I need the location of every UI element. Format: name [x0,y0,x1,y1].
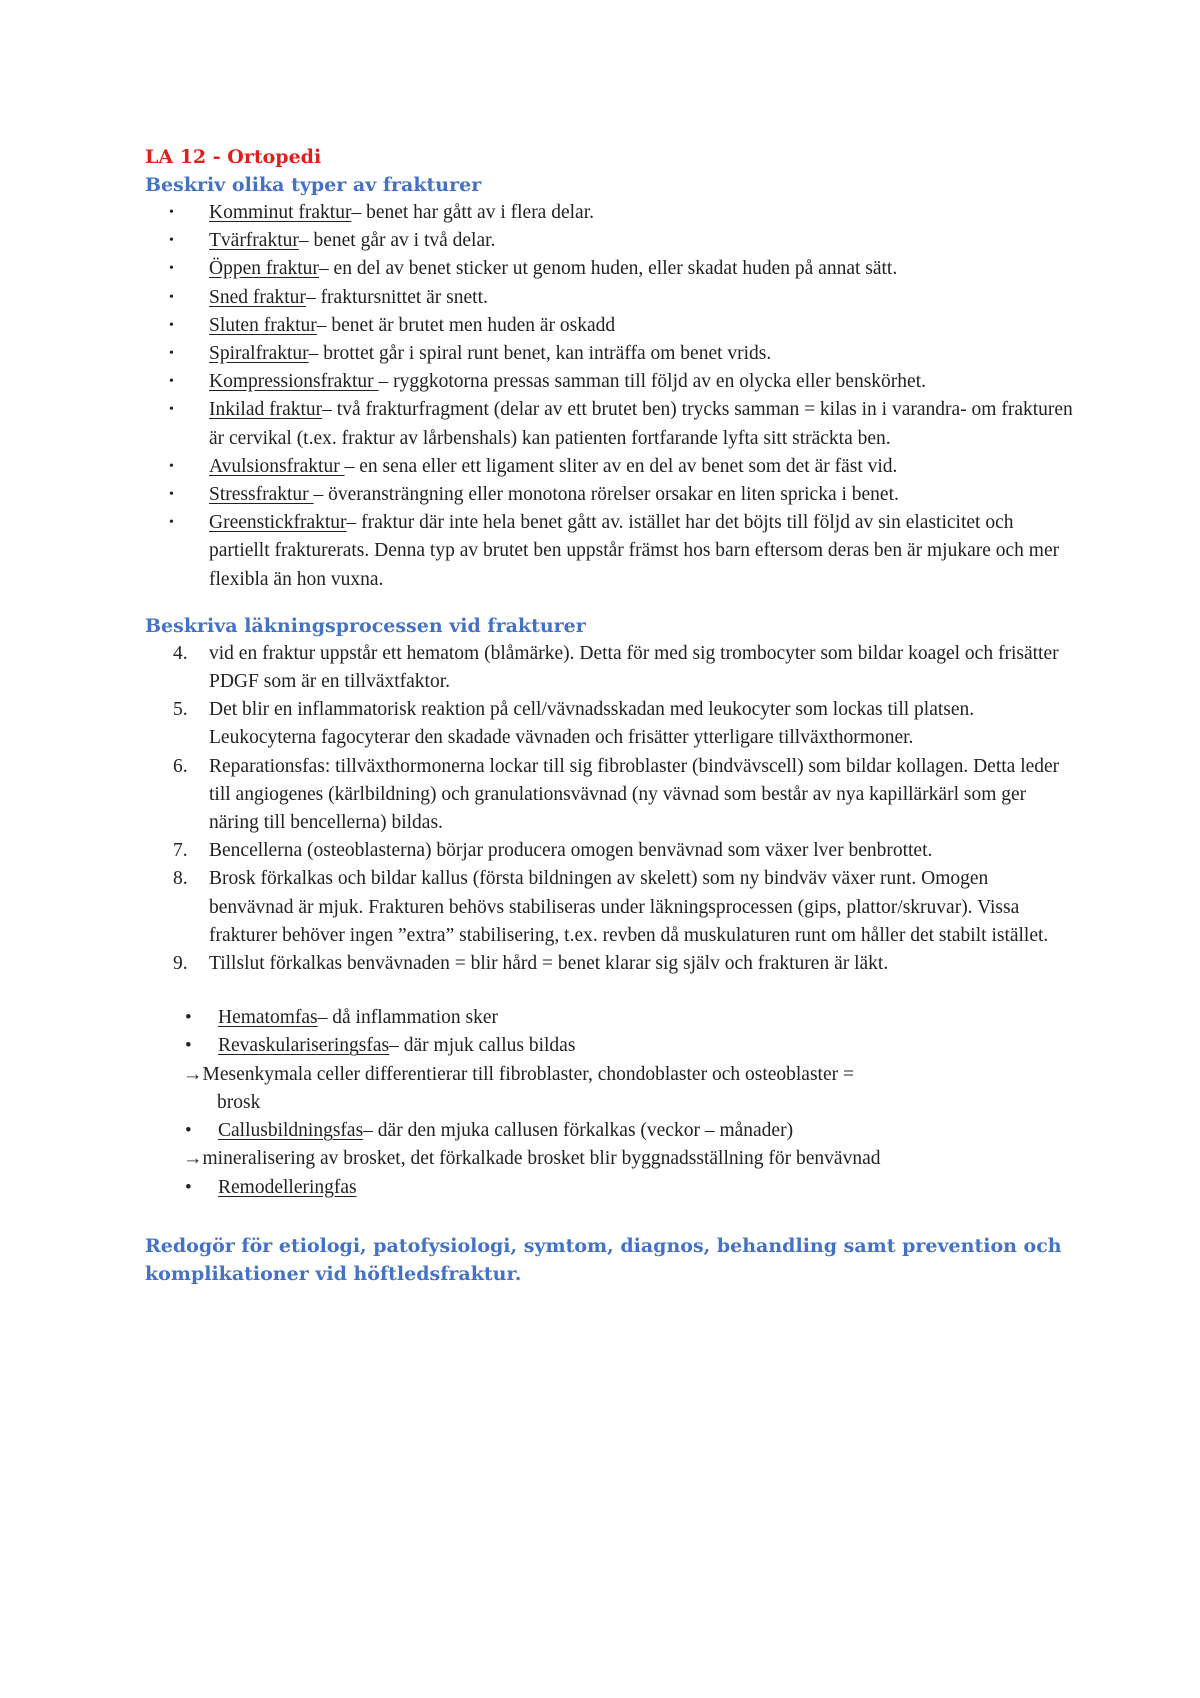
section-heading-hip-fracture: Redogör för etiologi, patofysiologi, symtom, diagnos, behandling samt prevention och komplikationer vid höftledsfraktur. [145,1234,1062,1285]
step-number: 7. [173,840,188,862]
section-heading-healing-process: Beskriva läkningsprocessen vid frakturer [145,614,586,637]
arrow-note-text: Mesenkymala celler differentierar till fibroblaster, chondoblaster och osteoblaster = [202,1063,854,1085]
step-number: 4. [173,642,188,664]
bullet-icon: • [169,289,174,305]
bullet-icon: • [169,458,174,474]
arrow-note [145,1145,1075,1173]
bullet-icon: • [169,374,174,390]
list-item [145,396,1075,452]
healing-steps-list [145,640,1075,978]
fracture-description: – överansträngning eller monotona rörelser orsakar en liten spricka i benet. [313,484,899,506]
fracture-term: Stressfraktur [209,484,314,506]
phase-term: Remodelleringfas [218,1176,357,1198]
list-item [145,509,1075,594]
list-item [145,284,1075,312]
step-number: 8. [173,868,188,890]
list-item [145,1174,1075,1202]
fracture-term: Avulsionsfraktur [209,455,345,477]
fracture-term: Spiralfraktur [209,343,309,365]
fracture-term: Komminut fraktur [209,202,352,223]
arrow-note [145,1061,1075,1117]
step-text: Det blir en inflammatorisk reaktion på cell/vävnadsskadan med leukocyter som lockas till platsen. Leukocyterna fagocyterar den skadade vävnaden och frisätter ytterligare tillväxthormoner. [209,699,975,749]
phase-term: Hematomfas [218,1007,318,1029]
step-text: Brosk förkalkas och bildar kallus (första bildningen av skelett) som ny bindväv växer runt. Omogen benvävnad är mjuk. Frakturen behövs stabiliseras under läkningsprocessen (gips, plattor/skruvar). Vissa frakturer behöver ingen ”extra” stabilisering, t.ex. revben då muskulaturen runt om håller det stabilt istället. [209,868,1049,946]
fracture-description: – benet går av i två delar. [298,230,496,252]
fracture-description: – fraktursnittet är snett. [305,286,488,308]
document-content [145,143,1075,1288]
arrow-note-text: mineralisering av brosket, det förkalkade brosket blir byggnadsställning för benvävnad [202,1148,881,1170]
list-item [145,1004,1075,1032]
list-item [145,255,1075,283]
fracture-term: Öppen fraktur [209,258,319,280]
bullet-icon: • [169,261,174,277]
fracture-types-list [145,199,1075,594]
list-item [145,453,1075,481]
phase-description: – där mjuk callus bildas [389,1035,576,1057]
step-number: 6. [173,755,188,777]
fracture-description: – två frakturfragment (delar av ett brutet ben) trycks samman = kilas in i varandra- om frakturen är cervikal (t.ex. fraktur av lårbenshals) kan patienten fortfarande lyfta sitt sträckta ben. [209,399,1073,449]
step-text: Bencellerna (osteoblasterna) börjar producera omogen benvävnad som växer lver benbrottet. [209,840,933,862]
list-item [145,481,1075,509]
bullet-icon: • [169,515,174,531]
list-item [145,199,1075,227]
fracture-description: – ryggkotorna pressas samman till följd av en olycka eller benskörhet. [378,371,926,393]
list-item [145,1117,1075,1145]
bullet-icon: • [169,487,174,503]
arrow-right-icon: → [183,1063,203,1085]
step-number: 9. [173,953,188,975]
fracture-term: Kompressionsfraktur [209,371,379,393]
step-text: Tillslut förkalkas benvävnaden = blir hård = benet klarar sig själv och frakturen är läkt. [209,953,889,975]
bullet-icon: • [169,346,174,362]
list-item [145,753,1075,838]
list-item [145,340,1075,368]
step-number: 5. [173,699,188,721]
fracture-term: Inkilad fraktur [209,399,323,421]
bullet-icon: • [185,1176,192,1198]
list-item [145,227,1075,255]
list-item [145,312,1075,340]
bullet-icon: • [169,402,174,418]
phase-term: Callusbildningsfas [218,1120,364,1142]
bullet-icon: • [169,317,174,333]
bullet-icon: • [169,233,174,249]
fracture-description: – brottet går i spiral runt benet, kan inträffa om benet vrids. [308,343,772,365]
bullet-icon: • [169,205,174,220]
fracture-term: Sluten fraktur [209,314,317,336]
list-item [145,837,1075,865]
section-heading-fracture-types: Beskriv olika typer av frakturer [145,174,482,196]
list-item [145,950,1075,978]
list-item [145,640,1075,696]
list-item [145,865,1075,950]
phase-description: – då inflammation sker [317,1007,498,1029]
bullet-icon: • [185,1120,192,1142]
step-text: vid en fraktur uppstår ett hematom (blåmärke). Detta för med sig trombocyter som bildar koagel och frisätter PDGF som är en tillväxtfaktor. [209,642,1059,693]
phase-term: Revaskulariseringsfas [218,1035,390,1057]
fracture-description: – benet har gått av i flera delar. [351,202,594,223]
fracture-description: – fraktur där inte hela benet gått av. istället har det böjts till följd av sin elasticitet och partiellt frakturerats. Denna typ av brutet ben uppstår främst hos barn eftersom deras ben är mjukare och mer flexibla än hon vuxna. [209,512,1060,590]
fracture-description: – en sena eller ett ligament sliter av en del av benet som det är fäst vid. [344,455,898,477]
healing-phases-list [145,1004,1075,1201]
fracture-term: Greenstickfraktur [209,512,347,534]
list-item [145,368,1075,396]
fracture-description: – benet är brutet men huden är oskadd [316,314,616,336]
spacer [145,978,1075,1004]
step-text: Reparationsfas: tillväxthormonerna lockar till sig fibroblaster (bindvävscell) som bildar kollagen. Detta leder till angiogenes (kärlbildning) och granulationsvävnad (ny vävnad som består av nya kapillärkärl som ger näring till bencellerna) bildas. [209,755,1060,834]
fracture-term: Sned fraktur [209,286,306,308]
bullet-icon: • [185,1035,192,1057]
fracture-term: Tvärfraktur [209,230,299,252]
list-item [145,1032,1075,1060]
list-item [145,696,1075,752]
arrow-right-icon: → [183,1148,203,1170]
phase-description: – där den mjuka callusen förkalkas (veckor – månader) [363,1120,794,1142]
fracture-description: – en del av benet sticker ut genom huden, eller skadat huden på annat sätt. [318,258,898,280]
document-title: LA 12 - Ortopedi [145,146,322,168]
bullet-icon: • [185,1007,192,1029]
arrow-note-continuation: brosk [217,1091,261,1113]
